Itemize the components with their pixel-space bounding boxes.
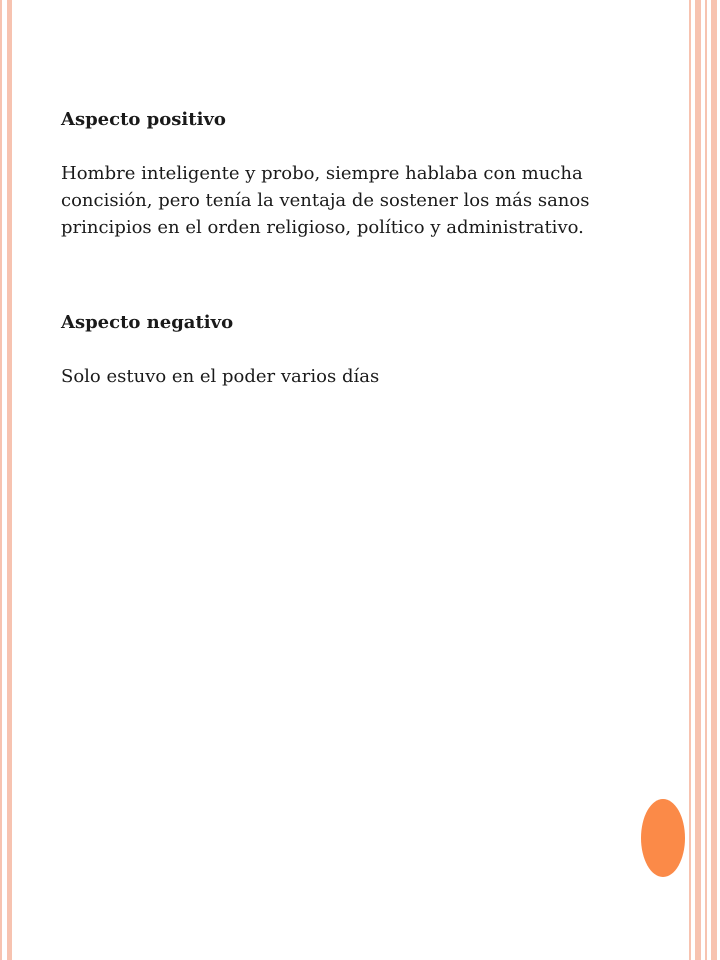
heading-positive: Aspecto positivo: [61, 109, 226, 130]
heading-negative: Aspecto negativo: [61, 312, 234, 333]
paragraph-positive: Hombre inteligente y probo, siempre hablaba con mucha concisión, pero tenía la ventaja de sostener los más sanos principios en el orden religioso, político y administrativo.: [61, 163, 590, 238]
spacer: [61, 336, 621, 363]
left-border-line: [7, 0, 12, 960]
spacer: [61, 133, 621, 160]
spacer: [61, 268, 621, 309]
right-border-line: [695, 0, 701, 960]
right-border-line: [689, 0, 691, 960]
right-border-line: [705, 0, 707, 960]
left-border-line: [0, 0, 2, 960]
accent-oval: [641, 799, 685, 877]
paragraph-negative: Solo estuvo en el poder varios días: [61, 366, 380, 387]
right-border-line: [711, 0, 717, 960]
slide-content: [61, 106, 621, 390]
spacer: [61, 241, 621, 268]
